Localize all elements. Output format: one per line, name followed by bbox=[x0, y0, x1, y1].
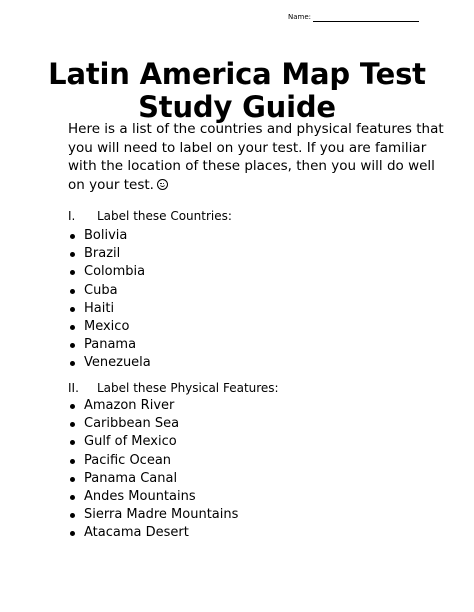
countries-section bbox=[68, 208, 428, 373]
bullet-icon bbox=[70, 361, 75, 366]
bullet-icon bbox=[70, 513, 75, 518]
section-heading-text: Label these Countries: bbox=[97, 209, 232, 223]
list-item: Sierra Madre Mountains bbox=[68, 506, 428, 524]
name-label: Name: bbox=[288, 13, 312, 21]
list-item: Bolivia bbox=[68, 227, 428, 245]
bullet-icon bbox=[70, 325, 75, 330]
countries-list bbox=[68, 227, 428, 373]
name-blank-line bbox=[313, 14, 419, 22]
list-item: Colombia bbox=[68, 263, 428, 281]
bullet-icon bbox=[70, 422, 75, 427]
list-item: Brazil bbox=[68, 245, 428, 263]
list-item: Panama Canal bbox=[68, 470, 428, 488]
list-item: Haiti bbox=[68, 300, 428, 318]
section-heading bbox=[68, 208, 428, 224]
bullet-icon bbox=[70, 234, 75, 239]
list-item: Panama bbox=[68, 336, 428, 354]
list-item: Atacama Desert bbox=[68, 524, 428, 542]
list-item: Amazon River bbox=[68, 397, 428, 415]
bullet-icon bbox=[70, 440, 75, 445]
bullet-icon bbox=[70, 343, 75, 348]
section-number: II. bbox=[68, 381, 79, 395]
list-item: Venezuela bbox=[68, 354, 428, 372]
bullet-icon bbox=[70, 531, 75, 536]
bullet-icon bbox=[70, 404, 75, 409]
list-item: Mexico bbox=[68, 318, 428, 336]
intro-line bbox=[68, 176, 428, 195]
bullet-icon bbox=[70, 270, 75, 275]
intro-line: you will need to label on your test. If you are familiar bbox=[68, 139, 427, 156]
intro-paragraph bbox=[68, 120, 444, 194]
section-number: I. bbox=[68, 209, 76, 223]
physical-features-list bbox=[68, 397, 428, 543]
list-item: Gulf of Mexico bbox=[68, 433, 428, 451]
page-title-line-1: Latin America Map Test bbox=[48, 57, 426, 91]
list-item: Cuba bbox=[68, 282, 428, 300]
bullet-icon bbox=[70, 252, 75, 257]
list-item: Pacific Ocean bbox=[68, 452, 428, 470]
name-field bbox=[288, 12, 419, 22]
intro-line: with the location of these places, then you will do well bbox=[68, 158, 435, 174]
section-heading bbox=[68, 380, 428, 396]
list-item: Andes Mountains bbox=[68, 488, 428, 506]
bullet-icon bbox=[70, 477, 75, 482]
bullet-icon bbox=[70, 459, 75, 464]
physical-features-section bbox=[68, 380, 428, 543]
list-item: Caribbean Sea bbox=[68, 415, 428, 433]
intro-line: Here is a list of the countries and physical features that bbox=[68, 121, 444, 137]
bullet-icon bbox=[70, 495, 75, 500]
smiley-icon bbox=[157, 179, 168, 190]
bullet-icon bbox=[70, 289, 75, 294]
section-heading-text: Label these Physical Features: bbox=[97, 381, 279, 395]
page-title-line-2: Study Guide bbox=[138, 90, 336, 124]
bullet-icon bbox=[70, 307, 75, 312]
intro-line-text: on your test. bbox=[68, 176, 154, 193]
